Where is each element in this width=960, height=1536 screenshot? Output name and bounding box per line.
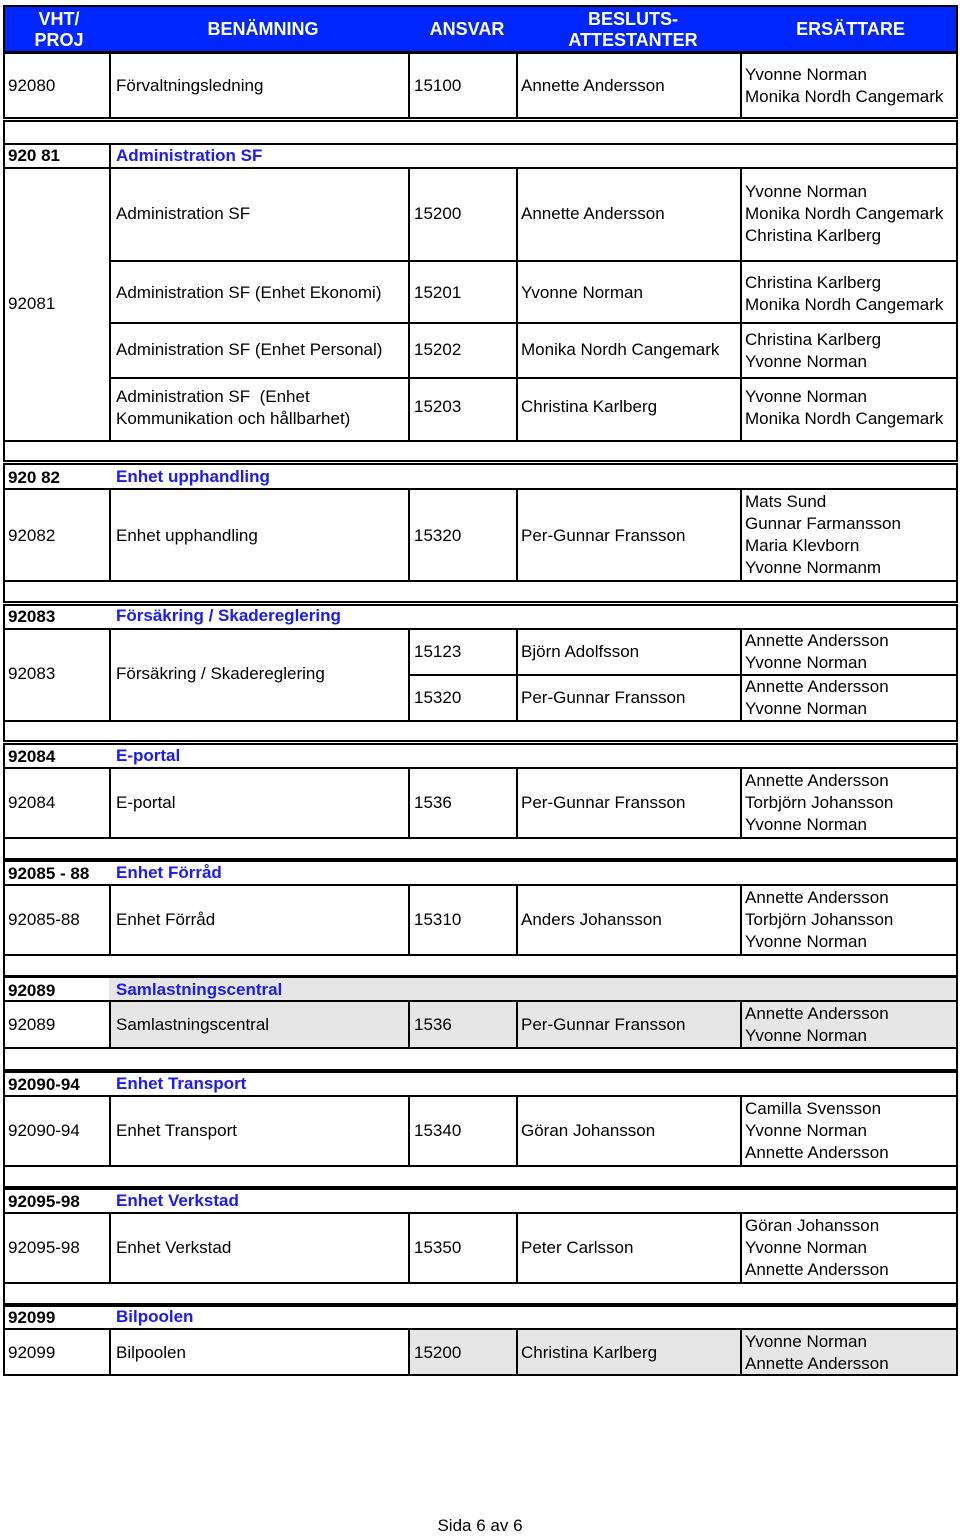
cell-ersattare: Annette Andersson Yvonne Norman (745, 677, 889, 718)
cell-ansvar: 15202 (414, 340, 462, 359)
cell-ersattare: Göran Johansson Yvonne Norman Annette Andersson (745, 1216, 889, 1279)
cell-ersattare: Yvonne Norman Monika Nordh Cangemark (745, 387, 944, 428)
cell-ersattare: Mats Sund Gunnar Farmansson Maria Klevborn Yvonne Normanm (745, 492, 901, 577)
group-title: Bilpoolen (116, 1307, 194, 1326)
group-code: 92090-94 (8, 1121, 80, 1140)
group-title: Enhet Förråd (116, 863, 222, 882)
cell-ersattare: Annette Andersson Torbjörn Johansson Yvonne Norman (745, 771, 894, 834)
group-vht: 92083 (8, 607, 56, 626)
group-code: 92085-88 (8, 910, 80, 929)
cell-ersattare: Annette Andersson Yvonne Norman (745, 631, 889, 672)
group-title: Enhet Verkstad (116, 1191, 239, 1210)
col-header-ersattare: ERSÄTTARE (796, 19, 905, 39)
cell-ansvar: 15100 (414, 76, 462, 95)
cell-attest: Per-Gunnar Fransson (521, 793, 686, 812)
group-vht: 92095-98 (8, 1192, 80, 1211)
cell-ersattare: Annette Andersson Torbjörn Johansson Yvonne Norman (745, 888, 894, 951)
group-vht: 92084 (8, 747, 56, 766)
cell-name: Enhet Verkstad (116, 1238, 232, 1257)
cell-ansvar: 15123 (414, 642, 462, 661)
cell-name: Enhet upphandling (116, 526, 258, 545)
group-code: 92083 (8, 664, 56, 683)
group-vht: 92085 - 88 (8, 864, 90, 883)
cell-ersattare: Camilla Svensson Yvonne Norman Annette Andersson (745, 1099, 889, 1162)
group-code: 92095-98 (8, 1238, 80, 1257)
cell-attest: Christina Karlberg (521, 1343, 658, 1362)
cell-vht: 92080 (8, 76, 56, 95)
col-header-vht: VHT/ PROJ (34, 9, 84, 50)
cell-ersattare: Annette Andersson Yvonne Norman (745, 1004, 889, 1045)
cell-name: Förvaltningsledning (116, 76, 264, 95)
cell-name: Administration SF (Enhet Personal) (116, 340, 383, 359)
group-code: 92081 (8, 294, 56, 313)
cell-name: Administration SF (Enhet Kommunikation och hållbarhet) (116, 387, 351, 428)
cell-attest: Per-Gunnar Fransson (521, 1015, 686, 1034)
cell-ansvar: 1536 (414, 793, 452, 812)
group-title: Försäkring / Skadereglering (116, 606, 341, 625)
cell-ansvar: 15200 (414, 1343, 462, 1362)
cell-ansvar: 15320 (414, 688, 462, 707)
cell-attest: Anders Johansson (521, 910, 662, 929)
page-number: Sida 6 av 6 (437, 1516, 523, 1535)
cell-ansvar: 15350 (414, 1238, 462, 1257)
cell-name: Enhet Förråd (116, 910, 216, 929)
cell-attest: Annette Andersson (521, 76, 665, 95)
group-vht: 92090-94 (8, 1075, 80, 1094)
group-vht: 92089 (8, 981, 56, 1000)
cell-attest: Per-Gunnar Fransson (521, 688, 686, 707)
cell-attest: Yvonne Norman (521, 283, 643, 302)
cell-attest: Göran Johansson (521, 1121, 656, 1140)
cell-name: Administration SF (Enhet Ekonomi) (116, 283, 382, 302)
group-vht: 92099 (8, 1308, 56, 1327)
group-code: 92089 (8, 1015, 56, 1034)
group-code: 92084 (8, 793, 56, 812)
group-title: Enhet upphandling (116, 467, 270, 486)
cell-ansvar: 15203 (414, 397, 462, 416)
cell-attest: Monika Nordh Cangemark (521, 340, 720, 359)
cell-attest: Annette Andersson (521, 204, 665, 223)
cell-attest: Peter Carlsson (521, 1238, 634, 1257)
cell-name: E-portal (116, 793, 176, 812)
group-title: E-portal (116, 746, 181, 765)
cell-ansvar: 15310 (414, 910, 462, 929)
cell-name: Försäkring / Skadereglering (116, 664, 325, 683)
cell-ersattare: Christina Karlberg Monika Nordh Cangemark (745, 273, 944, 314)
group-title: Samlastningscentral (116, 980, 283, 999)
col-header-ansvar: ANSVAR (429, 19, 505, 39)
cell-attest: Christina Karlberg (521, 397, 658, 416)
group-title: Administration SF (116, 146, 263, 165)
cell-ersattare: Christina Karlberg Yvonne Norman (745, 330, 882, 371)
cell-name: Enhet Transport (116, 1121, 237, 1140)
col-header-attest: BESLUTS- ATTESTANTER (568, 9, 698, 50)
cell-ersattare: Yvonne Norman Monika Nordh Cangemark Christina Karlberg (745, 182, 944, 245)
cell-name: Samlastningscentral (116, 1015, 270, 1034)
cell-ansvar: 15320 (414, 526, 462, 545)
cell-ansvar: 15340 (414, 1121, 462, 1140)
group-title: Enhet Transport (116, 1074, 247, 1093)
group-code: 92099 (8, 1343, 56, 1362)
cell-name: Administration SF (116, 204, 251, 223)
cell-name: Bilpoolen (116, 1343, 186, 1362)
col-header-name: BENÄMNING (207, 19, 319, 39)
cell-ansvar: 15201 (414, 283, 462, 302)
cell-ersattare: Yvonne Norman Annette Andersson (745, 1332, 889, 1373)
cell-attest: Per-Gunnar Fransson (521, 526, 686, 545)
cell-ersattare: Yvonne Norman Monika Nordh Cangemark (745, 65, 944, 106)
group-code: 92082 (8, 526, 56, 545)
group-vht: 920 82 (8, 468, 60, 487)
group-vht: 920 81 (8, 146, 60, 165)
cell-ansvar: 15200 (414, 204, 462, 223)
cell-attest: Björn Adolfsson (521, 642, 640, 661)
table-header (3, 5, 958, 53)
cell-ansvar: 1536 (414, 1015, 452, 1034)
